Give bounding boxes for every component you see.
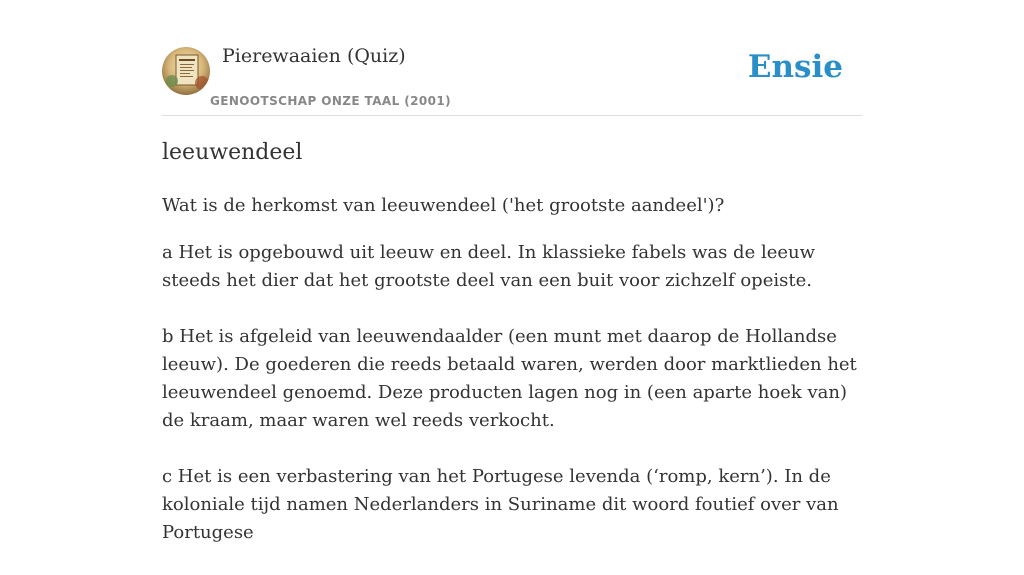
book-cover-avatar[interactable]	[162, 47, 210, 95]
answer-option-c: c Het is een verbastering van het Portugese levenda (‘romp, kern’). In de koloniale tijd namen Nederlanders in Suriname dit woord foutief over van Portugese	[162, 466, 839, 543]
source-header	[162, 0, 862, 116]
book-cover-icon	[162, 47, 210, 95]
entry-title: leeuwendeel	[162, 140, 303, 165]
entry-body	[162, 192, 862, 575]
answer-option-b: b Het is afgeleid van leeuwendaalder (een munt met daarop de Hollandse leeuw). De goederen die reeds betaald waren, werden door marktlieden het leeuwendeel genoemd. Deze producten lagen nog in (een aparte hoek van) de kraam, maar waren wel reeds verkocht.	[162, 326, 857, 431]
entry-question: Wat is de herkomst van leeuwendeel ('het grootste aandeel')?	[162, 195, 725, 216]
entry-card	[162, 0, 862, 543]
source-author: GENOOTSCHAP ONZE TAAL (2001)	[210, 94, 451, 108]
source-title[interactable]: Pierewaaien (Quiz)	[222, 45, 406, 67]
brand-logo[interactable]: Ensie	[747, 49, 843, 85]
answer-option-a: a Het is opgebouwd uit leeuw en deel. In klassieke fabels was de leeuw steeds het dier dat het grootste deel van een buit voor zichzelf opeiste.	[162, 242, 816, 291]
